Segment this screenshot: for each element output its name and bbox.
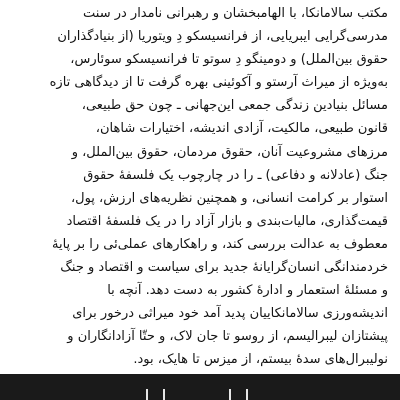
text-line: قانون طبیعی، مالکیت، آزادی اندیشه، اختیارات شاهان، [95,121,388,137]
text-line: پیشتازان لیبرالیسم، از روسو تا جان لاک، و حتّا آزادانگاران و [67,329,388,345]
text-line: مدرسی‌گرایی ایبریایی، از فرانسیسکو دِ ویتوریا (از بنیادگذاران [57,29,388,45]
text-line: استوار بر کرامت انسانی، و همچنین نظریه‌های ارزش، پول، [70,190,388,206]
text-line: مرزهای مشروعیت آنان، حقوق مردمان، حقوق بین‌الملل، و [71,144,388,160]
text-line: نولیبرال‌های سدهٔ بیستم، از میزس تا هایک، بود. [133,352,388,368]
text-line: و مسئلهٔ استعمار و ادارهٔ کشور به دست دهد. آنچه با [107,283,388,299]
text-line: معطوف به عدالت بررسی کند، و راهکارهای عملی‌ئی را بر پایهٔ [52,236,388,252]
text-line: جنگ (عادلانه و دفاعی) ـ را در چارچوب یک فلسفهٔ حقوق [83,167,388,183]
bottom-bar [0,374,400,400]
bar-tick [146,389,148,400]
bar-tick [163,389,165,400]
text-line: به‌ویژه از میراث آرستو و آکوئینی بهره گرفت تا از دیدگاهی تازه [49,75,388,91]
text-line: مسائل بنیادین زندگی جمعی این‌جهانی ـ چون حق طبیعی، [81,98,388,114]
text-line: حقوق بین‌الملل) و دومینگو دِ سوتو تا فرانسیسکو سوئارس، [70,52,388,68]
text-line: مکتب سالامانکا، با الهامبخشان و رهبرانی نامدار در سنت [83,6,388,21]
bar-tick [246,389,248,400]
text-line: قیمت‌گذاری، مالیات‌بندی و بازار آزاد را در یک فلسفهٔ اقتصاد [66,213,388,229]
document-page [10,2,388,370]
bar-tick [229,389,231,400]
text-line: خردمندانگی انسان‌گرایانهٔ جدید برای سیاست و اقتصاد و جنگ [60,260,388,276]
text-line: اندیشه‌ورزی سالامانکاییان پدید آمد خود میراثی درخور برای [72,306,388,322]
